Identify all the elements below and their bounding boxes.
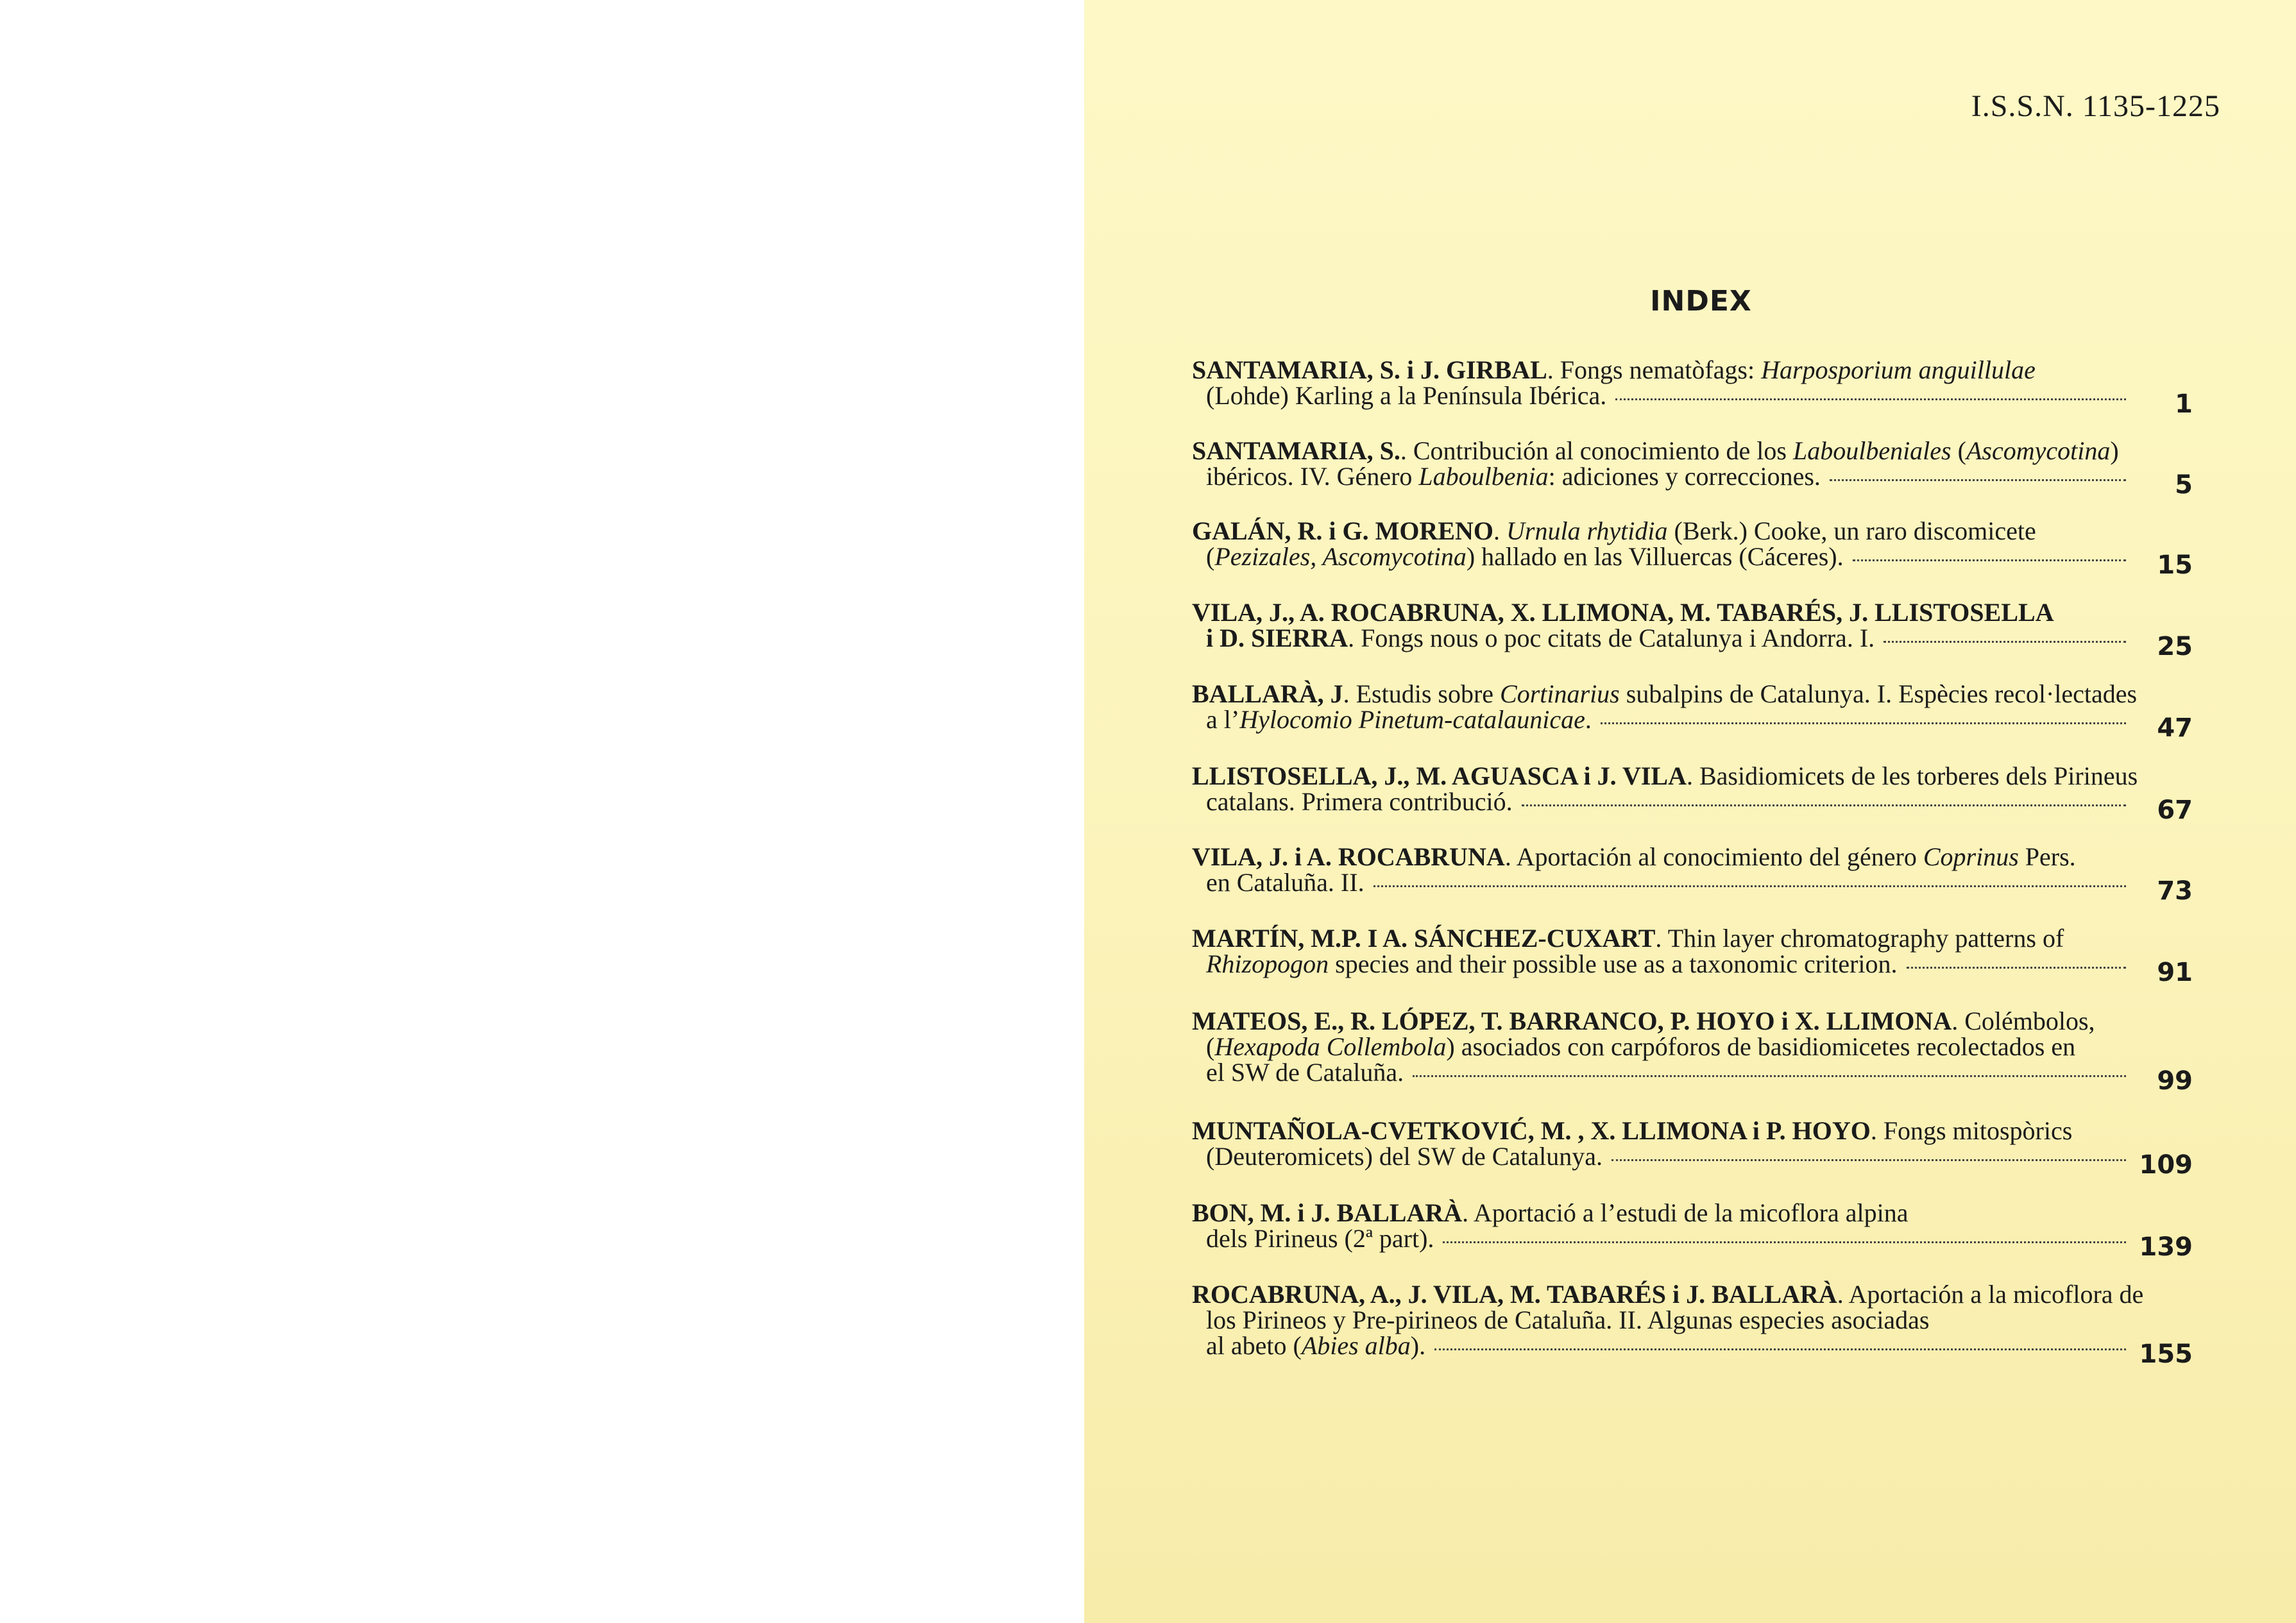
entry-text-line [1192, 1280, 2143, 1309]
entry-italic-term: Coprinus [1923, 842, 2019, 871]
entry-text: en Cataluña. II. [1206, 868, 1365, 897]
entry-italic-term: Cortinarius [1500, 679, 1620, 708]
entry-text: . [1585, 705, 1592, 734]
entry-authors: ROCABRUNA, A., J. VILA, M. TABARÉS i J. BALLARÀ [1192, 1280, 1837, 1309]
entry-text-line [1192, 1007, 2095, 1035]
entry-text-line [1206, 870, 1365, 896]
entry-text: al abeto ( [1206, 1331, 1302, 1360]
entry-text: dels Pirineus (2ª part). [1206, 1224, 1434, 1253]
entry-authors: BALLARÀ, J [1192, 679, 1343, 708]
entry-italic-term: Hylocomio Pinetum-catalaunicae [1239, 705, 1585, 734]
dot-leader [1884, 641, 2126, 643]
entry-text: . Contribución al conocimiento de los [1400, 436, 1793, 465]
dot-leader [1434, 1348, 2126, 1350]
entry-text: el SW de Cataluña. [1206, 1058, 1404, 1087]
entry-text-line [1192, 842, 2076, 871]
entry-text: . Estudis sobre [1343, 679, 1501, 708]
index-page [1084, 0, 2296, 1623]
entry-text: species and their possible use as a taxonomic criterion. [1329, 949, 1898, 978]
entry-text-line [1192, 679, 2137, 708]
dot-leader [1907, 967, 2126, 969]
entry-page-number: 1 [2175, 389, 2193, 419]
entry-italic-term: Laboulbeniales [1792, 436, 1952, 465]
index-entry [1192, 1116, 2193, 1180]
entry-text-line [1192, 1116, 2072, 1145]
dot-leader [1443, 1241, 2126, 1243]
entry-text: . [1493, 516, 1506, 545]
entry-line [1192, 438, 2193, 464]
entry-authors: BON, M. i J. BALLARÀ [1192, 1198, 1463, 1227]
entry-line [1192, 1034, 2193, 1060]
entry-page-number: 91 [2157, 958, 2193, 987]
issn-number: I.S.S.N. 1135-1225 [1971, 89, 2220, 123]
entry-text-line [1192, 598, 2054, 627]
entry-last-line [1192, 544, 2193, 570]
entry-text: (Deuteromicets) del SW de Catalunya. [1206, 1142, 1603, 1171]
entry-line [1192, 518, 2193, 544]
index-entry [1192, 1007, 2193, 1096]
entry-authors: MATEOS, E., R. LÓPEZ, T. BARRANCO, P. HOYO i X. LLIMONA [1192, 1007, 1952, 1035]
entry-line [1192, 1008, 2193, 1034]
entry-text: . Aportació a l’estudi de la micoflora alpina [1462, 1198, 1909, 1227]
entry-text: los Pirineos y Pre-pirineos de Cataluña. II. Algunas especies asociadas [1206, 1305, 1930, 1334]
entry-line [1192, 681, 2193, 707]
entry-text: ) [2110, 436, 2119, 465]
index-entry [1192, 761, 2193, 825]
entry-text-line [1206, 464, 1821, 489]
entry-italic-term: Ascomycotina [1966, 436, 2111, 465]
index-entry [1192, 679, 2193, 743]
entry-text-line [1206, 383, 1606, 409]
entry-authors: SANTAMARIA, S. [1192, 436, 1400, 465]
entry-authors: i D. SIERRA [1206, 624, 1348, 652]
entry-last-line [1192, 1060, 2193, 1085]
entry-text: . Colémbolos, [1952, 1007, 2095, 1035]
entry-authors: MUNTAÑOLA-CVETKOVIĆ, M. , X. LLIMONA i P. HOYO [1192, 1116, 1871, 1145]
entry-text: ibéricos. IV. Género [1206, 462, 1419, 491]
entry-text: ( [1206, 1032, 1215, 1061]
entry-page-number: 139 [2139, 1232, 2193, 1262]
entry-line [1192, 1200, 2193, 1226]
dot-leader [1611, 1159, 2126, 1161]
index-entry [1192, 1198, 2193, 1262]
entry-text: a l’ [1206, 705, 1240, 734]
entry-text-line [1206, 544, 1844, 570]
entry-italic-term: Laboulbenia [1418, 462, 1549, 491]
entry-text-line [1206, 1333, 1425, 1359]
entry-last-line [1192, 464, 2193, 489]
entry-italic-term: Harposporium anguillulae [1761, 355, 2036, 384]
entry-authors: LLISTOSELLA, J., M. AGUASCA i J. VILA [1192, 761, 1687, 790]
index-entry [1192, 1280, 2193, 1369]
dot-leader [1413, 1075, 2126, 1077]
entry-italic-term: Urnula rhytidia [1506, 516, 1668, 545]
entry-text: . Basidiomicets de les torberes dels Pirineus [1686, 761, 2138, 790]
entry-text: . Fongs nous o poc citats de Catalunya i Andorra. I. [1348, 624, 1875, 652]
entry-text-line [1192, 516, 2036, 545]
entry-text: . Aportación a la micoflora de [1837, 1280, 2144, 1309]
entry-text: ( [1951, 436, 1966, 465]
entry-line [1192, 763, 2193, 789]
entry-text-line [1192, 1198, 1908, 1227]
entry-page-number: 109 [2139, 1150, 2193, 1180]
index-entry [1192, 516, 2193, 580]
entry-text-line [1206, 951, 1898, 977]
entry-text: . Fongs mitospòrics [1870, 1116, 2073, 1145]
entry-authors: VILA, J. i A. ROCABRUNA [1192, 842, 1505, 871]
entry-page-number: 25 [2157, 632, 2193, 661]
entry-page-number: 15 [2157, 550, 2193, 580]
entry-line [1192, 357, 2193, 383]
index-entry [1192, 355, 2193, 419]
entry-italic-term: Pezizales, Ascomycotina [1214, 542, 1467, 571]
entry-text: . Fongs nematòfags: [1547, 355, 1762, 384]
entry-line [1192, 1307, 2193, 1333]
entry-page-number: 5 [2175, 470, 2193, 500]
entry-text: ( [1206, 542, 1215, 571]
index-entry [1192, 436, 2193, 500]
entry-last-line [1192, 1333, 2193, 1359]
entry-text: ) asociados con carpóforos de basidiomicetes recolectados en [1446, 1032, 2076, 1061]
entry-page-number: 47 [2157, 713, 2193, 743]
entry-last-line [1192, 1144, 2193, 1169]
entry-text: (Berk.) Cooke, un raro discomicete [1667, 516, 2036, 545]
entry-text: catalans. Primera contribució. [1206, 787, 1513, 816]
entry-last-line [1192, 707, 2193, 733]
entry-last-line [1192, 789, 2193, 815]
entry-text: ) hallado en las Villuercas (Cáceres). [1466, 542, 1844, 571]
entry-line [1192, 1118, 2193, 1144]
entry-last-line [1192, 1226, 2193, 1252]
entry-page-number: 155 [2139, 1339, 2193, 1369]
entry-page-number: 67 [2157, 795, 2193, 825]
entry-authors: GALÁN, R. i G. MORENO [1192, 516, 1493, 545]
left-blank-page [0, 0, 1084, 1623]
entry-line [1192, 926, 2193, 951]
entry-page-number: 99 [2157, 1066, 2193, 1096]
index-entry [1192, 842, 2193, 906]
entry-text-line [1206, 1032, 2075, 1061]
entry-text-line [1206, 625, 1875, 651]
entry-last-line [1192, 625, 2193, 651]
entry-text-line [1206, 1305, 1930, 1334]
entry-text: . Thin layer chromatography patterns of [1655, 924, 2064, 953]
entry-italic-term: Hexapoda Collembola [1214, 1032, 1447, 1061]
dot-leader [1615, 398, 2126, 400]
index-title: INDEX [1650, 285, 1752, 318]
entry-text: subalpins de Catalunya. I. Espècies recol·lectades [1619, 679, 2138, 708]
entry-text-line [1192, 924, 2064, 953]
entry-line [1192, 600, 2193, 625]
entry-text: : adiciones y correcciones. [1548, 462, 1821, 491]
entry-last-line [1192, 951, 2193, 977]
entry-page-number: 73 [2157, 876, 2193, 906]
dot-leader [1373, 885, 2126, 887]
entry-last-line [1192, 383, 2193, 409]
entry-text-line [1206, 1144, 1603, 1169]
entry-text-line [1192, 436, 2119, 465]
index-entry [1192, 924, 2193, 987]
index-entry [1192, 598, 2193, 661]
entry-text-line [1192, 355, 2036, 384]
entry-text-line [1192, 761, 2138, 790]
entry-authors: SANTAMARIA, S. i J. GIRBAL [1192, 355, 1547, 384]
entry-italic-term: Rhizopogon [1206, 949, 1329, 978]
entry-text-line [1206, 707, 1592, 733]
dot-leader [1853, 559, 2126, 561]
entry-line [1192, 1282, 2193, 1307]
entry-line [1192, 844, 2193, 870]
entry-text: ). [1410, 1331, 1426, 1360]
entry-last-line [1192, 870, 2193, 896]
dot-leader [1522, 804, 2126, 806]
entry-italic-term: Abies alba [1301, 1331, 1411, 1360]
entry-text: . Aportación al conocimiento del género [1504, 842, 1923, 871]
entry-text: Pers. [2018, 842, 2076, 871]
entry-authors: VILA, J., A. ROCABRUNA, X. LLIMONA, M. TABARÉS, J. LLISTOSELLA [1192, 598, 2054, 627]
entry-text: (Lohde) Karling a la Península Ibérica. [1206, 381, 1607, 410]
dot-leader [1601, 722, 2126, 724]
entry-text-line [1206, 1226, 1434, 1252]
entry-authors: MARTÍN, M.P. I A. SÁNCHEZ-CUXART [1192, 924, 1656, 953]
entry-text-line [1206, 789, 1513, 815]
entry-text-line [1206, 1060, 1404, 1085]
dot-leader [1830, 479, 2126, 481]
